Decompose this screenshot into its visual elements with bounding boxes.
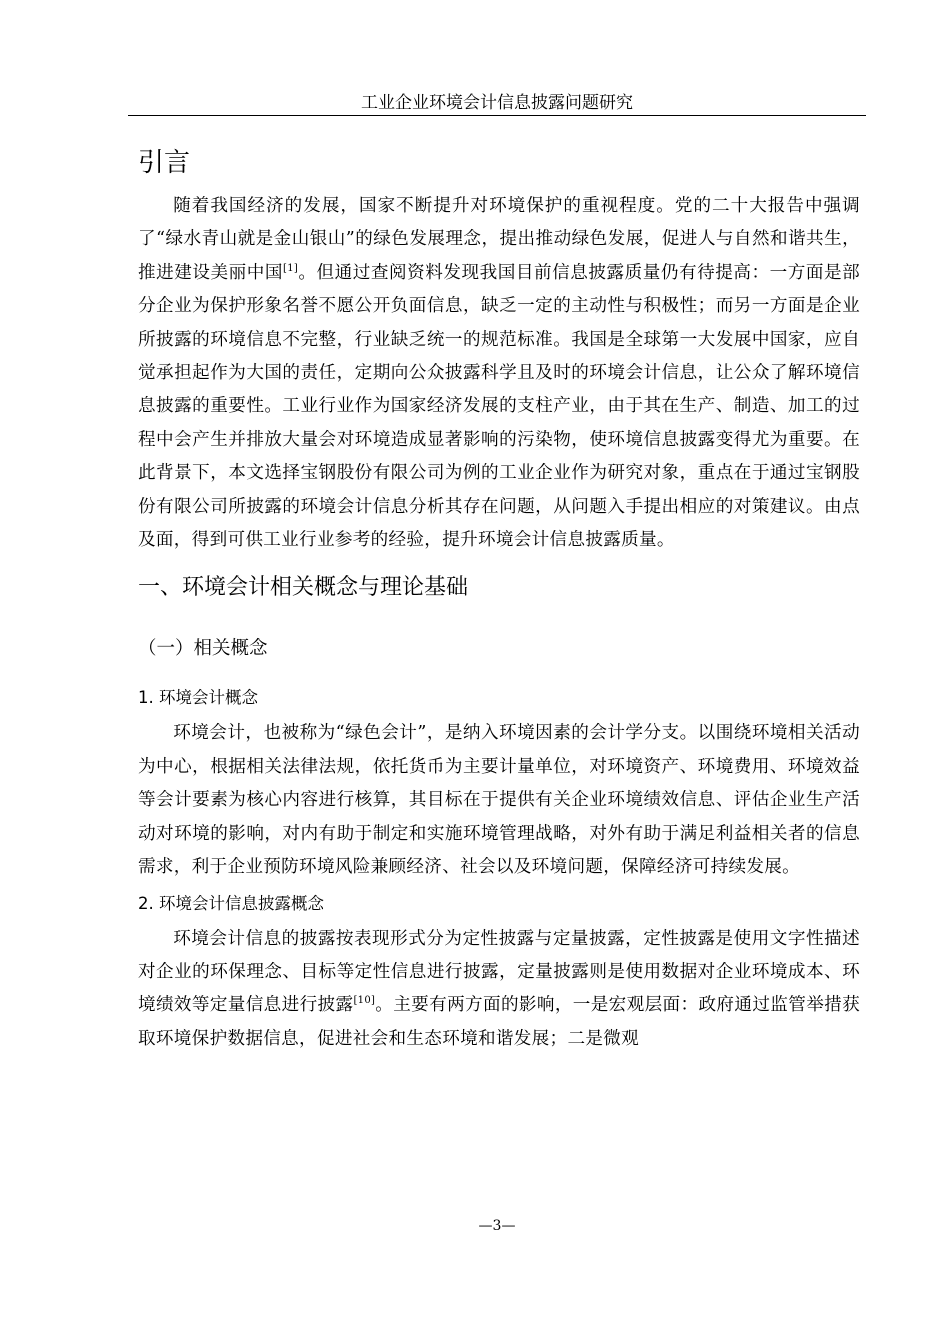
citation-ref: [1]	[283, 262, 299, 274]
citation-ref: [10]	[353, 995, 376, 1007]
section-heading: 一、环境会计相关概念与理论基础	[138, 575, 469, 601]
running-header: 工业企业环境会计信息披露问题研究	[361, 93, 633, 113]
page-number: —3—	[478, 1218, 516, 1234]
page-content	[138, 140, 860, 1056]
item-heading-2: 2. 环境会计信息披露概念	[138, 893, 324, 913]
disclosure-paragraph	[138, 923, 860, 1057]
intro-heading: 引言	[138, 148, 191, 178]
header-rule	[128, 115, 866, 116]
intro-text-a: 随着我国经济的发展，国家不断提升对环境保护的重视程度。党的二十大报告中强调了“绿水青山就是金山银山”的绿色发展理念，提出推动绿色发展，促进人与自然和谐共生，推进建设美丽中国	[138, 196, 860, 283]
disclosure-text-b: 。主要有两方面的影响，一是宏观层面：政府通过监管举措获取环境保护数据信息，促进社会和生态环境和谐发展；二是微观	[138, 995, 860, 1049]
concept-paragraph: 环境会计，也被称为“绿色会计”，是纳入环境因素的会计学分支。以围绕环境相关活动为中心，根据相关法律法规，依托货币为主要计量单位，对环境资产、环境费用、环境效益等会计要素为核心内容进行核算，其目标在于提供有关企业环境绩效信息、评估企业生产活动对环境的影响，对内有助于制定和实施环境管理战略，对外有助于满足利益相关者的信息需求，利于企业预防环境风险兼顾经济、社会以及环境问题，保障经济可持续发展。	[138, 723, 860, 878]
intro-text-b: 。但通过查阅资料发现我国目前信息披露质量仍有待提高：一方面是部分企业为保护形象名誉不愿公开负面信息，缺乏一定的主动性与积极性；而另一方面是企业所披露的环境信息不完整，行业缺乏统一的规范标准。我国是全球第一大发展中国家，应自觉承担起作为大国的责任，定期向公众披露科学且及时的环境会计信息，让公众了解环境信息披露的重要性。工业行业作为国家经济发展的支柱产业，由于其在生产、制造、加工的过程中会产生并排放大量会对环境造成显著影响的污染物，使环境信息披露变得尤为重要。在此背景下，本文选择宝钢股份有限公司为例的工业企业作为研究对象，重点在于通过宝钢股份有限公司所披露的环境会计信息分析其存在问题，从问题入手提出相应的对策建议。由点及面，得到可供工业行业参考的经验，提升环境会计信息披露质量。	[138, 262, 860, 551]
disclosure-text-a: 环境会计信息的披露按表现形式分为定性披露与定量披露，定性披露是使用文字性描述对企业的环保理念、目标等定性信息进行披露，定量披露则是使用数据对企业环境成本、环境绩效等定量信息进行披露	[138, 928, 860, 1016]
intro-paragraph	[138, 190, 860, 557]
subsection-heading: （一）相关概念	[138, 638, 268, 660]
item-heading-1: 1. 环境会计概念	[138, 688, 258, 708]
